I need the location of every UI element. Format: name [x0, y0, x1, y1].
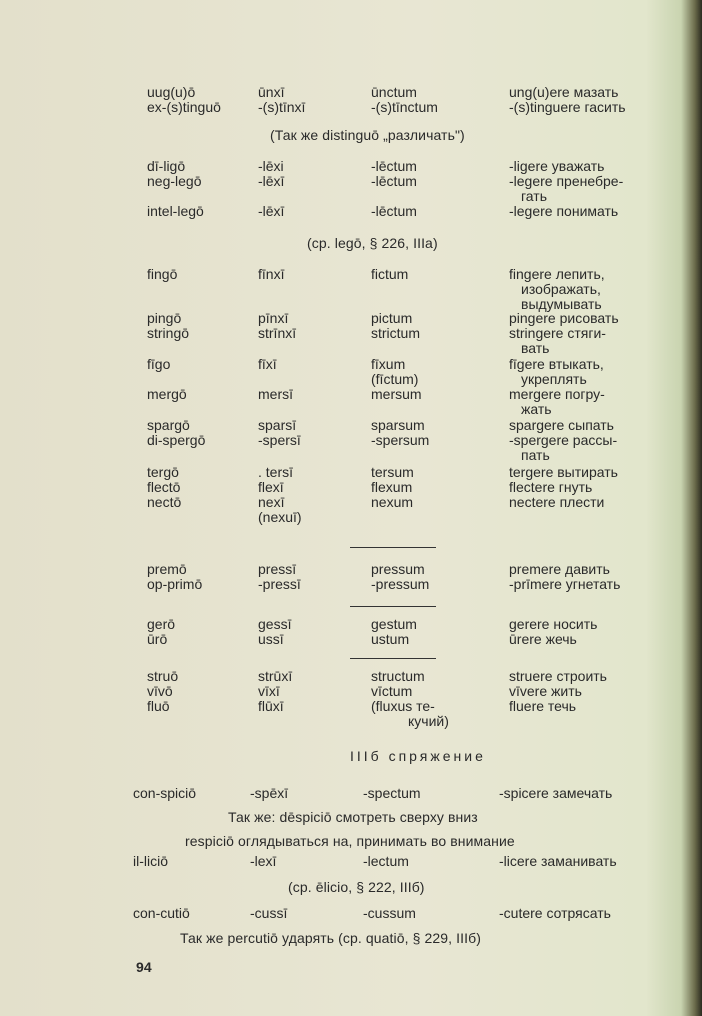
- cell-present: nectō: [147, 494, 182, 510]
- cell-infinitive-translation: stringere стяги-: [509, 325, 606, 341]
- cell-infinitive-translation: -legere пренебре-: [509, 173, 624, 189]
- cell-infinitive-translation: gerere носить: [509, 616, 598, 632]
- cell-supine: pictum: [371, 310, 413, 326]
- cell-infinitive-translation: vīvere жить: [509, 683, 582, 699]
- cell-perfect: flexī: [258, 479, 284, 495]
- cell-present: ex-(s)tinguō: [147, 99, 221, 115]
- cell-perfect: flūxī: [258, 698, 284, 714]
- cell-present: uug(u)ō: [147, 84, 196, 100]
- cell-perfect: ūnxī: [258, 84, 285, 100]
- cell-present: flectō: [147, 479, 181, 495]
- cell-infinitive-translation: изображать,: [521, 281, 601, 297]
- cell-supine: mersum: [371, 386, 422, 402]
- cell-supine: fictum: [371, 266, 409, 282]
- cell-perfect: pressī: [258, 561, 297, 577]
- cell-perfect: vīxī: [258, 683, 280, 699]
- cell-present: intel-legō: [147, 203, 204, 219]
- cell-supine: vīctum: [371, 683, 413, 699]
- note-percutio: Так же percutiō ударять (ср. quatiō, § 229, IIIб): [180, 930, 481, 946]
- cell-infinitive-translation: -spergere рассы-: [509, 432, 618, 448]
- cell-infinitive-translation: жать: [521, 401, 552, 417]
- cell-perfect: (nexuī): [258, 509, 302, 525]
- cell-perfect: strūxī: [258, 668, 293, 684]
- cell-perfect: -lēxī: [258, 203, 285, 219]
- cell-perfect: -lēxi: [258, 158, 284, 174]
- cell-supine: -spersum: [371, 432, 430, 448]
- cell-present: spargō: [147, 417, 190, 433]
- divider: [350, 658, 436, 659]
- cell-infinitive-translation: -licere заманивать: [499, 853, 617, 869]
- divider: [350, 606, 436, 607]
- cell-present: dī-ligō: [147, 158, 186, 174]
- cell-present: fluō: [147, 698, 170, 714]
- cell-present: struō: [147, 668, 179, 684]
- cell-supine: -lēctum: [371, 158, 417, 174]
- cell-perfect: pīnxī: [258, 310, 289, 326]
- cell-perfect: -spersī: [258, 432, 301, 448]
- cell-infinitive-translation: fingere лепить,: [509, 266, 605, 282]
- cell-supine: -spectum: [363, 785, 421, 801]
- page-number: 94: [136, 959, 152, 975]
- cell-supine: -(s)tīnctum: [371, 99, 438, 115]
- cell-present: tergō: [147, 464, 179, 480]
- cell-infinitive-translation: -prīmere угнетать: [509, 576, 621, 592]
- cell-perfect: -pressī: [258, 576, 301, 592]
- note-despicio: Так же: dēspiciō смотреть сверху вниз: [228, 809, 478, 825]
- cell-perfect: ussī: [258, 631, 284, 647]
- cell-infinitive-translation: tergere вытирать: [509, 464, 618, 480]
- cell-supine: -lēctum: [371, 173, 417, 189]
- cell-infinitive-translation: -spicere замечать: [499, 785, 613, 801]
- cell-present: neg-legō: [147, 173, 202, 189]
- cell-present: op-primō: [147, 576, 203, 592]
- section-heading: IIIб спряжение: [350, 748, 486, 764]
- cell-present: stringō: [147, 325, 190, 341]
- cell-supine: (fīctum): [371, 371, 419, 387]
- cell-supine: ustum: [371, 631, 410, 647]
- cell-supine: strictum: [371, 325, 420, 341]
- cell-perfect: fīxī: [258, 356, 277, 372]
- cell-present: con-cutiō: [133, 905, 190, 921]
- cell-perfect: -lēxī: [258, 173, 285, 189]
- cell-perfect: -lexī: [250, 853, 277, 869]
- cell-infinitive-translation: гать: [521, 188, 547, 204]
- cell-perfect: strīnxī: [258, 325, 297, 341]
- cell-supine: pressum: [371, 561, 425, 577]
- cell-supine: structum: [371, 668, 425, 684]
- cell-infinitive-translation: ung(u)ere мазать: [509, 84, 619, 100]
- cell-supine: gestum: [371, 616, 417, 632]
- cell-perfect: -(s)tīnxī: [258, 99, 306, 115]
- cell-infinitive-translation: spargere сыпать: [509, 417, 614, 433]
- cell-infinitive-translation: выдумывать: [521, 296, 602, 312]
- cell-perfect: -spēxī: [250, 785, 289, 801]
- note-lego-ref: (ср. legō, § 226, IIIa): [307, 235, 438, 251]
- cell-perfect: sparsī: [258, 417, 297, 433]
- cell-supine: tersum: [371, 464, 414, 480]
- cell-infinitive-translation: fluere течь: [509, 698, 577, 714]
- cell-perfect: gessī: [258, 616, 292, 632]
- note-respicio: respiciō оглядываться на, принимать во внимание: [185, 833, 515, 849]
- cell-infinitive-translation: struere строить: [509, 668, 607, 684]
- cell-infinitive-translation: premere давить: [509, 561, 610, 577]
- cell-supine: ūnctum: [371, 84, 417, 100]
- cell-present: gerō: [147, 616, 176, 632]
- cell-infinitive-translation: flectere гнуть: [509, 479, 593, 495]
- cell-present: vīvō: [147, 683, 173, 699]
- cell-perfect: fīnxī: [258, 266, 285, 282]
- cell-supine: flexum: [371, 479, 413, 495]
- cell-present: premō: [147, 561, 187, 577]
- cell-infinitive-translation: fīgere втыкать,: [509, 356, 604, 372]
- cell-infinitive-translation: пать: [521, 447, 550, 463]
- cell-infinitive-translation: mergere погру-: [509, 386, 605, 402]
- cell-infinitive-translation: nectere плести: [509, 494, 605, 510]
- divider: [350, 547, 436, 548]
- cell-present: pingō: [147, 310, 182, 326]
- cell-infinitive-translation: -legere понимать: [509, 203, 619, 219]
- cell-present: il-liciō: [133, 853, 168, 869]
- cell-present: mergō: [147, 386, 187, 402]
- cell-infinitive-translation: ūrere жечь: [509, 631, 577, 647]
- cell-supine: fīxum: [371, 356, 406, 372]
- cell-perfect: . tersī: [258, 464, 294, 480]
- note-elicio-ref: (ср. ēlicio, § 222, IIIб): [288, 879, 425, 895]
- cell-infinitive-translation: вать: [521, 340, 550, 356]
- cell-infinitive-translation: -(s)tinguere гасить: [509, 99, 626, 115]
- cell-supine: -pressum: [371, 576, 430, 592]
- cell-perfect: mersī: [258, 386, 293, 402]
- cell-supine: -lēctum: [371, 203, 417, 219]
- cell-supine: sparsum: [371, 417, 425, 433]
- cell-supine: кучий): [408, 713, 449, 729]
- cell-present: con-spiciō: [133, 785, 197, 801]
- cell-supine: nexum: [371, 494, 414, 510]
- cell-infinitive-translation: укреплять: [521, 371, 587, 387]
- note-distinguo: (Так же distinguō „различать"): [270, 127, 465, 143]
- cell-present: fingō: [147, 266, 178, 282]
- cell-perfect: nexī: [258, 494, 285, 510]
- cell-present: fīgo: [147, 356, 171, 372]
- cell-perfect: -cussī: [250, 905, 288, 921]
- cell-supine: -cussum: [363, 905, 416, 921]
- cell-supine: -lectum: [363, 853, 409, 869]
- cell-infinitive-translation: -ligere уважать: [509, 158, 605, 174]
- cell-present: ūrō: [147, 631, 168, 647]
- cell-supine: (fluxus те-: [371, 698, 435, 714]
- cell-infinitive-translation: pingere рисовать: [509, 310, 619, 326]
- cell-infinitive-translation: -cutere сотрясать: [499, 905, 611, 921]
- cell-present: di-spergō: [147, 432, 206, 448]
